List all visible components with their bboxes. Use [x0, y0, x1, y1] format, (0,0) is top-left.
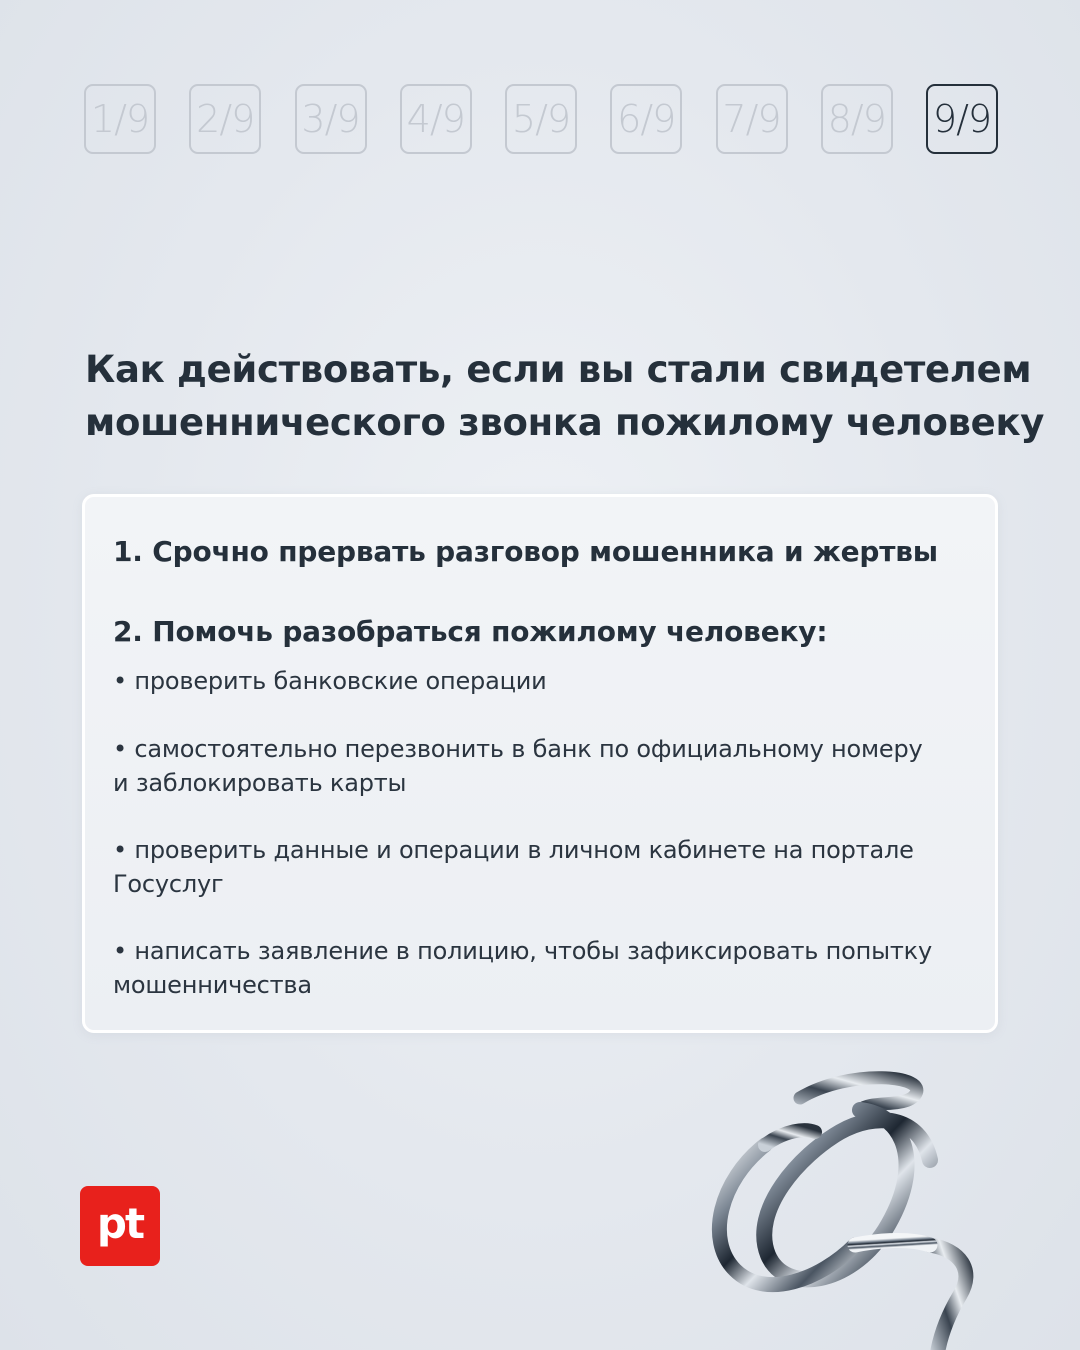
page-indicator-6[interactable]: 6/9 [610, 84, 682, 154]
page-title-line-1: Как действовать, если вы стали свидетелем [85, 348, 1032, 391]
step-1-text: 1. Срочно прервать разговор мошенника и жертвы [113, 535, 938, 568]
bullet-line: • проверить данные и операции в личном кабинете на портале [113, 836, 914, 864]
bullet-call-bank [113, 732, 973, 800]
page-title-line-2: мошеннического звонка пожилому человеку [85, 401, 1045, 444]
bullet-line: • написать заявление в полицию, чтобы зафиксировать попытку [113, 937, 932, 965]
instructions-card [82, 494, 998, 1033]
bullet-line: • проверить банковские операции [113, 667, 547, 695]
slide-pager [84, 84, 998, 156]
pt-logo: pt [80, 1186, 160, 1266]
page-title [85, 343, 1045, 449]
page-indicator-3[interactable]: 3/9 [295, 84, 367, 154]
bullet-line: мошенничества [113, 971, 312, 999]
metallic-swirl-icon [690, 1070, 990, 1350]
bullet-line: и заблокировать карты [113, 769, 407, 797]
step-2-text: 2. Помочь разобраться пожилому человеку: [113, 615, 828, 648]
bullet-line: Госуслуг [113, 870, 224, 898]
page-indicator-1[interactable]: 1/9 [84, 84, 156, 154]
bullet-check-bank-operations [113, 664, 973, 698]
page-indicator-8[interactable]: 8/9 [821, 84, 893, 154]
page-indicator-2[interactable]: 2/9 [189, 84, 261, 154]
page-indicator-7[interactable]: 7/9 [716, 84, 788, 154]
page-indicator-5[interactable]: 5/9 [505, 84, 577, 154]
bullet-line: • самостоятельно перезвонить в банк по официальному номеру [113, 735, 923, 763]
page-indicator-9-current[interactable]: 9/9 [926, 84, 998, 154]
page-indicator-4[interactable]: 4/9 [400, 84, 472, 154]
bullet-check-gosuslugi [113, 833, 973, 901]
bullet-police-report [113, 934, 973, 1002]
